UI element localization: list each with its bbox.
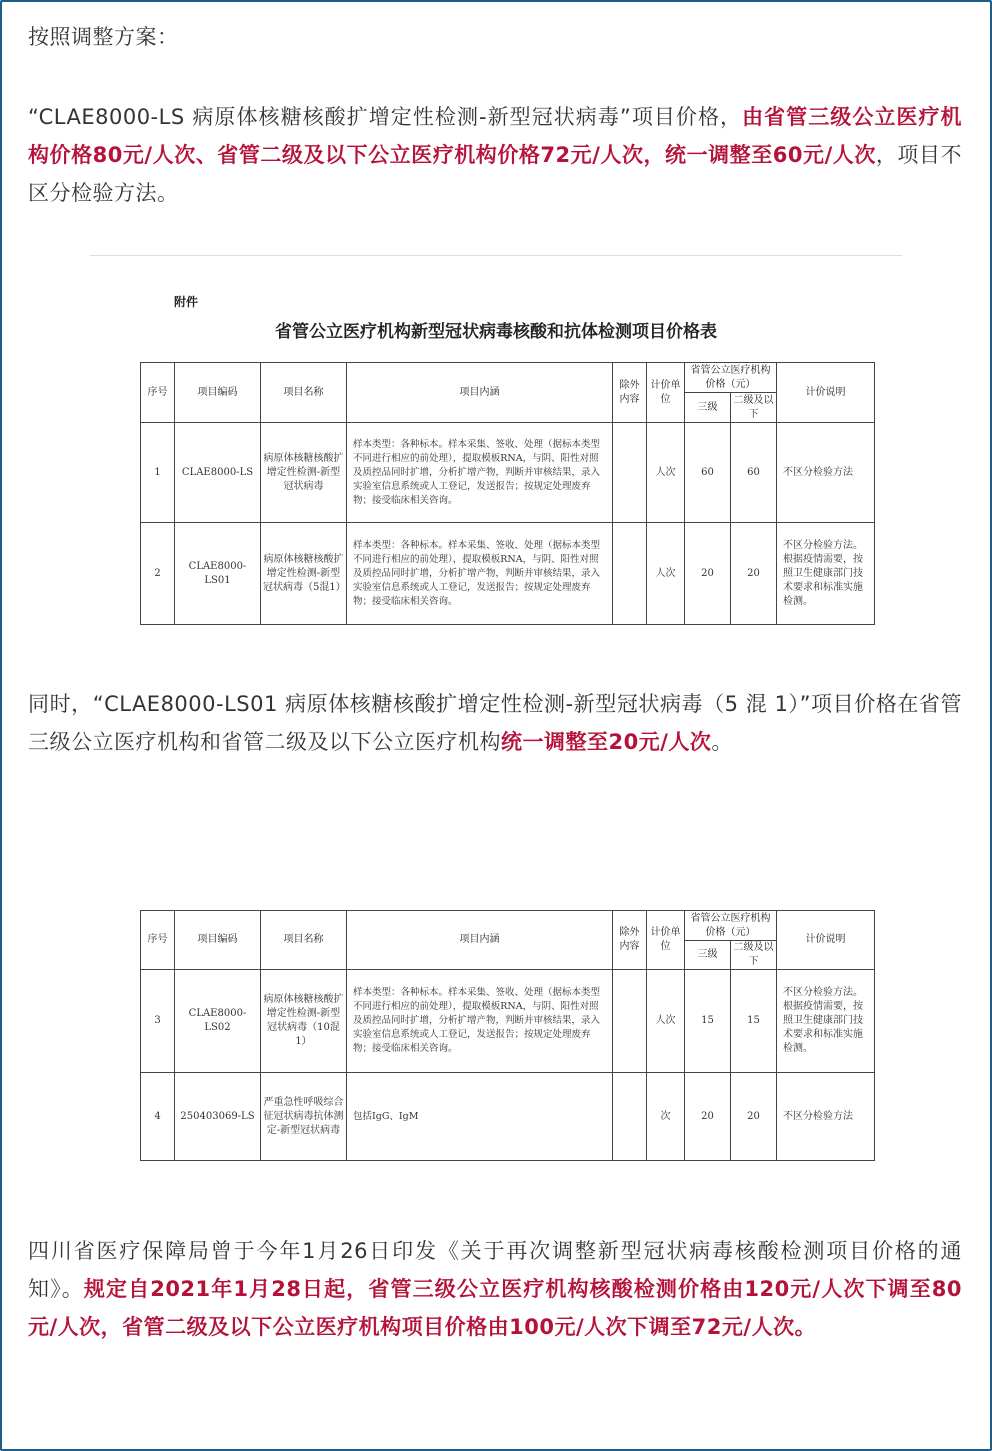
paragraph-1-highlight: 由省管三级公立医疗机构价格80元/人次、省管二级及以下公立医疗机构价格72元/人次，统一调整至60元/人次 [28, 105, 963, 167]
cell-name: 病原体核糖核酸扩增定性检测-新型冠状病毒（10混1） [261, 970, 347, 1073]
price-table-1 [140, 362, 875, 625]
header-note: 计价说明 [777, 911, 875, 970]
header-excl: 除外内容 [613, 363, 647, 423]
header-code: 项目编码 [175, 363, 261, 423]
cell-content: 样本类型：各种标本。样本采集、签收、处理（据标本类型不同进行相应的前处理），提取模板RNA，与阴、阳性对照及质控品同时扩增，分析扩增产物，判断并审核结果，录入实验室信息系统或人工登记，发送报告；按规定处理废弃物；接受临床相关咨询。 [347, 523, 613, 625]
cell-price-level3: 20 [685, 1073, 731, 1161]
paragraph-2-highlight: 统一调整至20元/人次 [501, 730, 712, 754]
cell-price-level3: 60 [685, 423, 731, 523]
cell-seq: 3 [141, 970, 175, 1073]
header-level3: 三级 [685, 393, 731, 423]
cell-excl [613, 970, 647, 1073]
header-level2: 二级及以下 [731, 941, 777, 970]
image-top-edge [90, 255, 902, 256]
header-note: 计价说明 [777, 363, 875, 423]
paragraph-2-text: 同时，“CLAE8000-LS01 病原体核糖核酸扩增定性检测-新型冠状病毒（5 混 1）”项目价格在省管三级公立医疗机构和省管二级及以下公立医疗机构 [28, 692, 962, 754]
table-row [141, 423, 875, 523]
cell-note: 不区分检验方法 [777, 423, 875, 523]
cell-price-level2: 20 [731, 1073, 777, 1161]
cell-name: 病原体核糖核酸扩增定性检测-新型冠状病毒 [261, 423, 347, 523]
document-title: 省管公立医疗机构新型冠状病毒核酸和抗体检测项目价格表 [275, 322, 717, 342]
cell-unit: 次 [647, 1073, 685, 1161]
cell-unit: 人次 [647, 523, 685, 625]
table-row [141, 523, 875, 625]
cell-excl [613, 423, 647, 523]
header-level2: 二级及以下 [731, 393, 777, 423]
cell-price-level2: 15 [731, 970, 777, 1073]
annex-label: 附件 [174, 295, 199, 309]
header-excl: 除外内容 [613, 911, 647, 970]
cell-note: 不区分检验方法 [777, 1073, 875, 1161]
price-table-image-1 [90, 255, 902, 640]
header-price-group: 省管公立医疗机构价格（元） [685, 363, 777, 393]
paragraph-1-text: “CLAE8000-LS 病原体核糖核酸扩增定性检测-新型冠状病毒”项目价格， [28, 105, 743, 129]
paragraph-2 [28, 685, 962, 761]
cell-price-level3: 20 [685, 523, 731, 625]
paragraph-3-highlight: 规定自2021年1月28日起，省管三级公立医疗机构核酸检测价格由120元/人次下调至80元/人次，省管二级及以下公立医疗机构项目价格由100元/人次下调至72元/人次。 [28, 1277, 963, 1339]
cell-price-level2: 60 [731, 423, 777, 523]
intro-text: 按照调整方案： [28, 25, 179, 49]
cell-excl [613, 523, 647, 625]
table-row [141, 970, 875, 1073]
header-price-group: 省管公立医疗机构价格（元） [685, 911, 777, 941]
header-seq: 序号 [141, 363, 175, 423]
cell-content: 样本类型：各种标本。样本采集、签收、处理（据标本类型不同进行相应的前处理），提取模板RNA，与阴、阳性对照及质控品同时扩增，分析扩增产物，判断并审核结果，录入实验室信息系统或人工登记，发送报告；按规定处理废弃物；接受临床相关咨询。 [347, 970, 613, 1073]
paragraph-2-tail: 。 [711, 730, 733, 754]
cell-price-level2: 20 [731, 523, 777, 625]
cell-code: CLAE8000-LS02 [175, 970, 261, 1073]
cell-code: CLAE8000-LS01 [175, 523, 261, 625]
header-code: 项目编码 [175, 911, 261, 970]
table-row [141, 1073, 875, 1161]
cell-note: 不区分检验方法。根据疫情需要，按照卫生健康部门技术要求和标准实施检测。 [777, 523, 875, 625]
cell-code: CLAE8000-LS [175, 423, 261, 523]
cell-price-level3: 15 [685, 970, 731, 1073]
cell-name: 严重急性呼吸综合征冠状病毒抗体测定-新型冠状病毒 [261, 1073, 347, 1161]
paragraph-1-tail: ，项目不区分检验方法。 [28, 143, 963, 205]
cell-seq: 4 [141, 1073, 175, 1161]
cell-seq: 1 [141, 423, 175, 523]
cell-code: 250403069-LS [175, 1073, 261, 1161]
cell-content: 样本类型：各种标本。样本采集、签收、处理（据标本类型不同进行相应的前处理），提取模板RNA，与阴、阳性对照及质控品同时扩增，分析扩增产物，判断并审核结果，录入实验室信息系统或人工登记，发送报告；按规定处理废弃物；接受临床相关咨询。 [347, 423, 613, 523]
price-table-2 [140, 910, 875, 1161]
paragraph-1 [28, 98, 962, 212]
header-level3: 三级 [685, 941, 731, 970]
cell-excl [613, 1073, 647, 1161]
paragraph-3 [28, 1232, 962, 1346]
cell-unit: 人次 [647, 970, 685, 1073]
header-name: 项目名称 [261, 911, 347, 970]
header-seq: 序号 [141, 911, 175, 970]
header-name: 项目名称 [261, 363, 347, 423]
price-table-image-2 [90, 855, 902, 1185]
header-content: 项目内涵 [347, 911, 613, 970]
header-content: 项目内涵 [347, 363, 613, 423]
cell-seq: 2 [141, 523, 175, 625]
cell-name: 病原体核糖核酸扩增定性检测-新型冠状病毒（5混1） [261, 523, 347, 625]
header-unit: 计价单位 [647, 911, 685, 970]
cell-content: 包括IgG、IgM [347, 1073, 613, 1161]
paragraph-3-text: 四川省医疗保障局曾于今年1月26日印发《关于再次调整新型冠状病毒核酸检测项目价格的通知》。 [28, 1239, 962, 1301]
cell-unit: 人次 [647, 423, 685, 523]
cell-note: 不区分检验方法。根据疫情需要，按照卫生健康部门技术要求和标准实施检测。 [777, 970, 875, 1073]
header-unit: 计价单位 [647, 363, 685, 423]
